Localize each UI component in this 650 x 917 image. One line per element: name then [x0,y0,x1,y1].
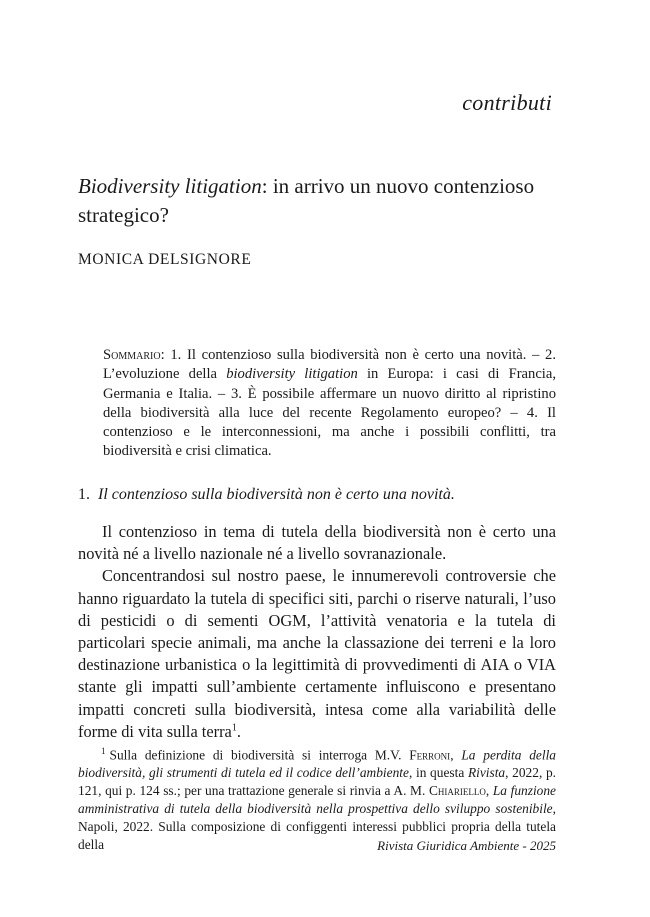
section-title: Il contenzioso sulla biodiversità non è certo una novità. [98,486,455,503]
summary-italic: biodiversity litigation [226,366,358,383]
section-label: contributi [462,90,552,115]
author-name: MONICA DELSIGNORE [78,251,252,268]
footnote: $^1$ Sulla definizione di biodiversità si interroga M.V. Ferroni, La perdita della biodiversità, gli strumenti di tutela ed il codice dell’ambiente, in questa Rivista, 2022, p. 121, qui p. 124 ss.; per una trattazione generale si rinvia a A. M. Chiariello, La funzione amministrativa di tutela della biodiversità nella prospettiva dello sviluppo sostenibile, Napoli, 2022. Sulla composizione di configgenti interessi pubblici propria della tutela della [78,746,557,853]
running-footer: Rivista Giuridica Ambiente - 2025 [377,838,556,853]
cited-author: Chiariello [428,783,486,799]
section-number: 1. [78,486,90,503]
cited-author: Ferroni [409,747,451,763]
footnote-number: 1 [101,746,106,756]
section-heading [78,486,455,504]
summary-label: Sommario [103,347,161,363]
article-title-rest: : in arrivo un nuovo contenzioso strategico? [78,174,535,227]
summary-text: 1. Il contenzioso sulla biodiversità non è certo una novità. – 2. L’evoluzione della [103,347,557,383]
body-text [78,521,556,743]
footnote-ref[interactable]: 1 [231,722,237,734]
summary-block: Sommario: 1. Il contenzioso sulla biodiversità non è certo una novità. – 2. L’evoluzione della biodiversity litigation in Europa: i casi di Francia, Germania e Italia. – 3. È possibile affermare un nuovo diritto al ripristino della biodiversità alla luce del recente Regolamento europeo? – 4. Il contenzioso e le interconnessioni, ma anche i possibili conflitti, tra biodiversità e crisi climatica. [103,347,557,460]
article-title-italic: Biodiversity litigation [78,174,262,198]
paragraph: Il contenzioso in tema di tutela della biodiversità non è certo una novità né a livello nazionale né a livello sovranazionale. [78,522,556,564]
article-title [78,172,578,230]
paragraph: Concentrandosi sul nostro paese, le innumerevoli controversie che hanno riguardato la tutela di specifici siti, parchi o riserve naturali, l’uso di pesticidi o di sementi OGM, l’attività venatoria e la tutela di particolari specie animali, ma anche la classazione dei terreni e la loro destinazione urbanistica o la legittimità di provvedimenti di AIA o VIA stante gli impatti sull’ambiente certamente influiscono e presentano impatti concreti sulla biodiversità, intesa come alla variabilità delle forme di vita sulla terra$^1$. [78,566,556,741]
